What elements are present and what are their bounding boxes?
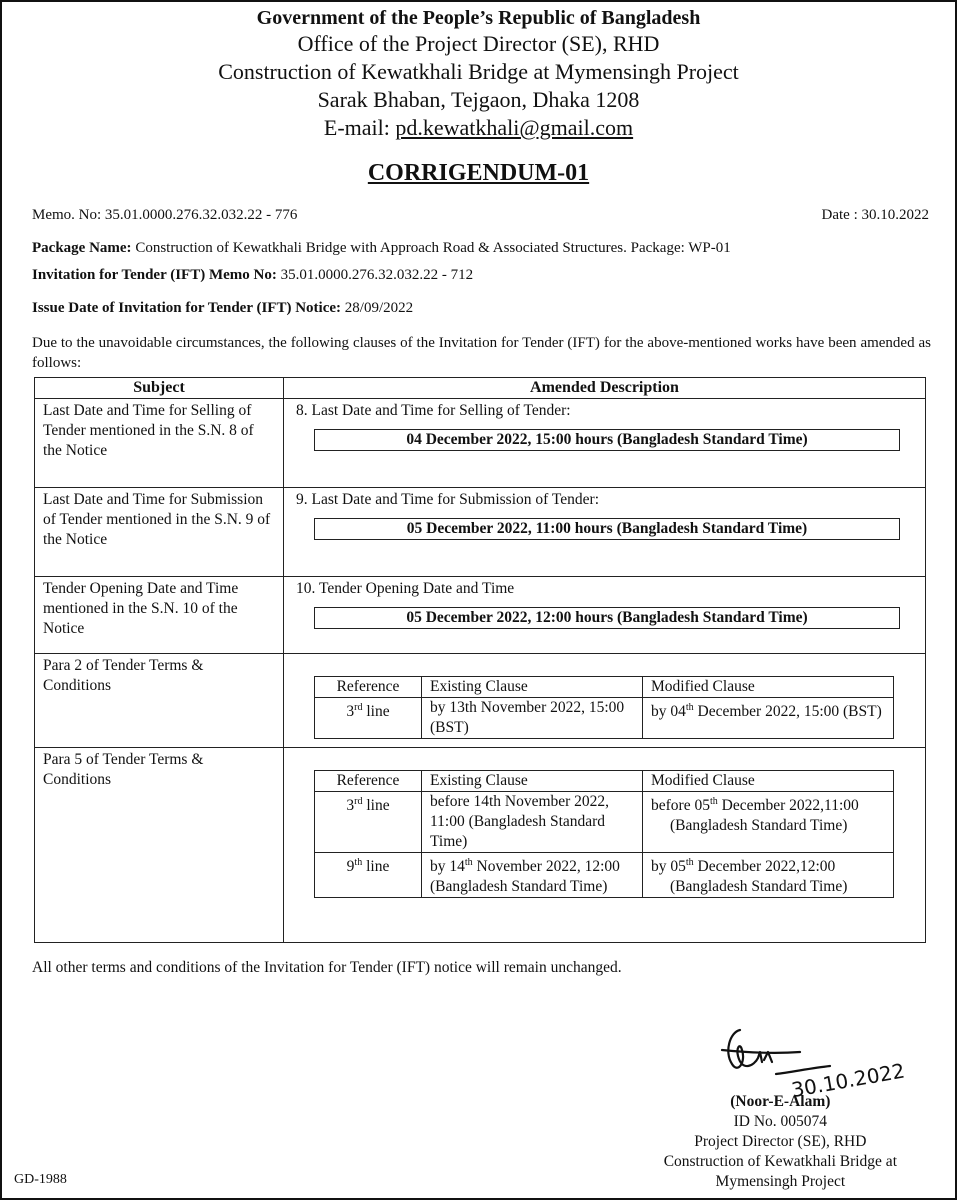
amended-datetime-box: 05 December 2022, 11:00 hours (Bangladesh Standard Time)	[314, 518, 900, 540]
email-label: E-mail:	[323, 115, 390, 140]
reference-header: Reference	[315, 677, 422, 698]
row-description	[284, 577, 926, 654]
package-name-field	[32, 240, 937, 257]
row-description	[284, 488, 926, 577]
intro-paragraph: Due to the unavoidable circumstances, the following clauses of the Invitation for Tender (IFT) for the above-mentioned works have been amended as follows:	[32, 335, 931, 371]
inner-row	[315, 853, 894, 898]
ift-memo-field	[32, 267, 937, 284]
subject-header: Subject	[35, 378, 284, 399]
clause-title: 10. Tender Opening Date and Time	[296, 580, 515, 597]
table-row	[35, 577, 926, 654]
modified-clause-cell: before 05th December 2022,11:00 (Bangladesh Standard Time)	[643, 792, 894, 853]
email-line	[20, 114, 937, 142]
memo-row	[32, 207, 929, 224]
signature-handwritten-date: 30.10.2022	[789, 1058, 907, 1102]
memo-date: Date : 30.10.2022	[821, 207, 929, 223]
table-row	[35, 399, 926, 488]
table-row	[35, 748, 926, 943]
memo-number: Memo. No: 35.01.0000.276.32.032.22 - 776	[32, 207, 298, 223]
issue-date-field	[32, 300, 937, 317]
existing-clause-cell: before 14th November 2022, 11:00 (Bangladesh Standard Time)	[422, 792, 643, 853]
existing-clause-header: Existing Clause	[422, 771, 643, 792]
para5-clause-table	[314, 770, 894, 898]
reference-cell: 3rd line	[315, 792, 422, 853]
package-label: Package Name:	[32, 240, 132, 256]
inner-header-row	[315, 771, 894, 792]
office-address: Sarak Bhaban, Tejgaon, Dhaka 1208	[317, 87, 640, 112]
modified-clause-header: Modified Clause	[643, 771, 894, 792]
issue-date-value: 28/09/2022	[341, 300, 414, 316]
inner-header-row	[315, 677, 894, 698]
issue-date-label: Issue Date of Invitation for Tender (IFT) Notice:	[32, 300, 342, 316]
row-subject: Last Date and Time for Selling of Tender mentioned in the S.N. 8 of the Notice	[35, 399, 284, 488]
table-row	[35, 654, 926, 748]
row-subject: Last Date and Time for Submission of Tender mentioned in the S.N. 9 of the Notice	[35, 488, 284, 577]
reference-header: Reference	[315, 771, 422, 792]
email-link[interactable]: pd.kewatkhali@gmail.com	[395, 115, 634, 140]
reference-cell: 9th line	[315, 853, 422, 898]
modified-clause-header: Modified Clause	[643, 677, 894, 698]
government-name: Government of the People’s Republic of Bangladesh	[256, 7, 701, 29]
document-title: CORRIGENDUM-01	[367, 160, 590, 186]
footer-code: GD-1988	[14, 1172, 67, 1187]
ift-memo-value: 35.01.0000.276.32.032.22 - 712	[276, 267, 474, 283]
signatory-project-line-1: Construction of Kewatkhali Bridge at	[663, 1153, 897, 1170]
row-subject: Para 5 of Tender Terms & Conditions	[35, 748, 284, 943]
row-description	[284, 654, 926, 748]
signatory-block	[664, 1092, 897, 1192]
table-row	[35, 488, 926, 577]
signatory-name: (Noor-E-Alam)	[730, 1093, 831, 1110]
package-value: Construction of Kewatkhali Bridge with Approach Road & Associated Structures. Package: WP-01	[131, 240, 731, 256]
modified-clause-cell: by 04th December 2022, 15:00 (BST)	[643, 698, 894, 739]
signature-image	[702, 1022, 922, 1102]
clause-title: 9. Last Date and Time for Submission of Tender:	[296, 491, 600, 508]
amended-datetime-box: 05 December 2022, 12:00 hours (Bangladesh Standard Time)	[314, 607, 900, 629]
row-description	[284, 399, 926, 488]
ift-memo-label: Invitation for Tender (IFT) Memo No:	[32, 267, 277, 283]
row-subject: Para 2 of Tender Terms & Conditions	[35, 654, 284, 748]
letterhead	[20, 7, 937, 142]
row-subject: Tender Opening Date and Time mentioned in the S.N. 10 of the Notice	[35, 577, 284, 654]
table-header-row	[35, 378, 926, 399]
existing-clause-cell: by 13th November 2022, 15:00 (BST)	[422, 698, 643, 739]
existing-clause-header: Existing Clause	[422, 677, 643, 698]
reference-cell: 3rd line	[315, 698, 422, 739]
amendment-table	[34, 377, 926, 943]
project-name: Construction of Kewatkhali Bridge at Mymensingh Project	[218, 59, 739, 84]
existing-clause-cell: by 14th November 2022, 12:00 (Bangladesh Standard Time)	[422, 853, 643, 898]
row-description	[284, 748, 926, 943]
signatory-designation: Project Director (SE), RHD	[694, 1133, 867, 1150]
signatory-id: ID No. 005074	[733, 1113, 828, 1130]
amended-description-header: Amended Description	[284, 378, 926, 399]
signatory-project-line-2: Mymensingh Project	[715, 1173, 846, 1190]
closing-statement: All other terms and conditions of the Invitation for Tender (IFT) notice will remain unchanged.	[32, 959, 622, 976]
clause-title: 8. Last Date and Time for Selling of Tender:	[296, 402, 571, 419]
office-name: Office of the Project Director (SE), RHD	[297, 31, 660, 56]
para2-clause-table	[314, 676, 894, 739]
inner-row	[315, 698, 894, 739]
inner-row	[315, 792, 894, 853]
amended-datetime-box: 04 December 2022, 15:00 hours (Bangladesh Standard Time)	[314, 429, 900, 451]
modified-clause-cell: by 05th December 2022,12:00 (Bangladesh Standard Time)	[643, 853, 894, 898]
